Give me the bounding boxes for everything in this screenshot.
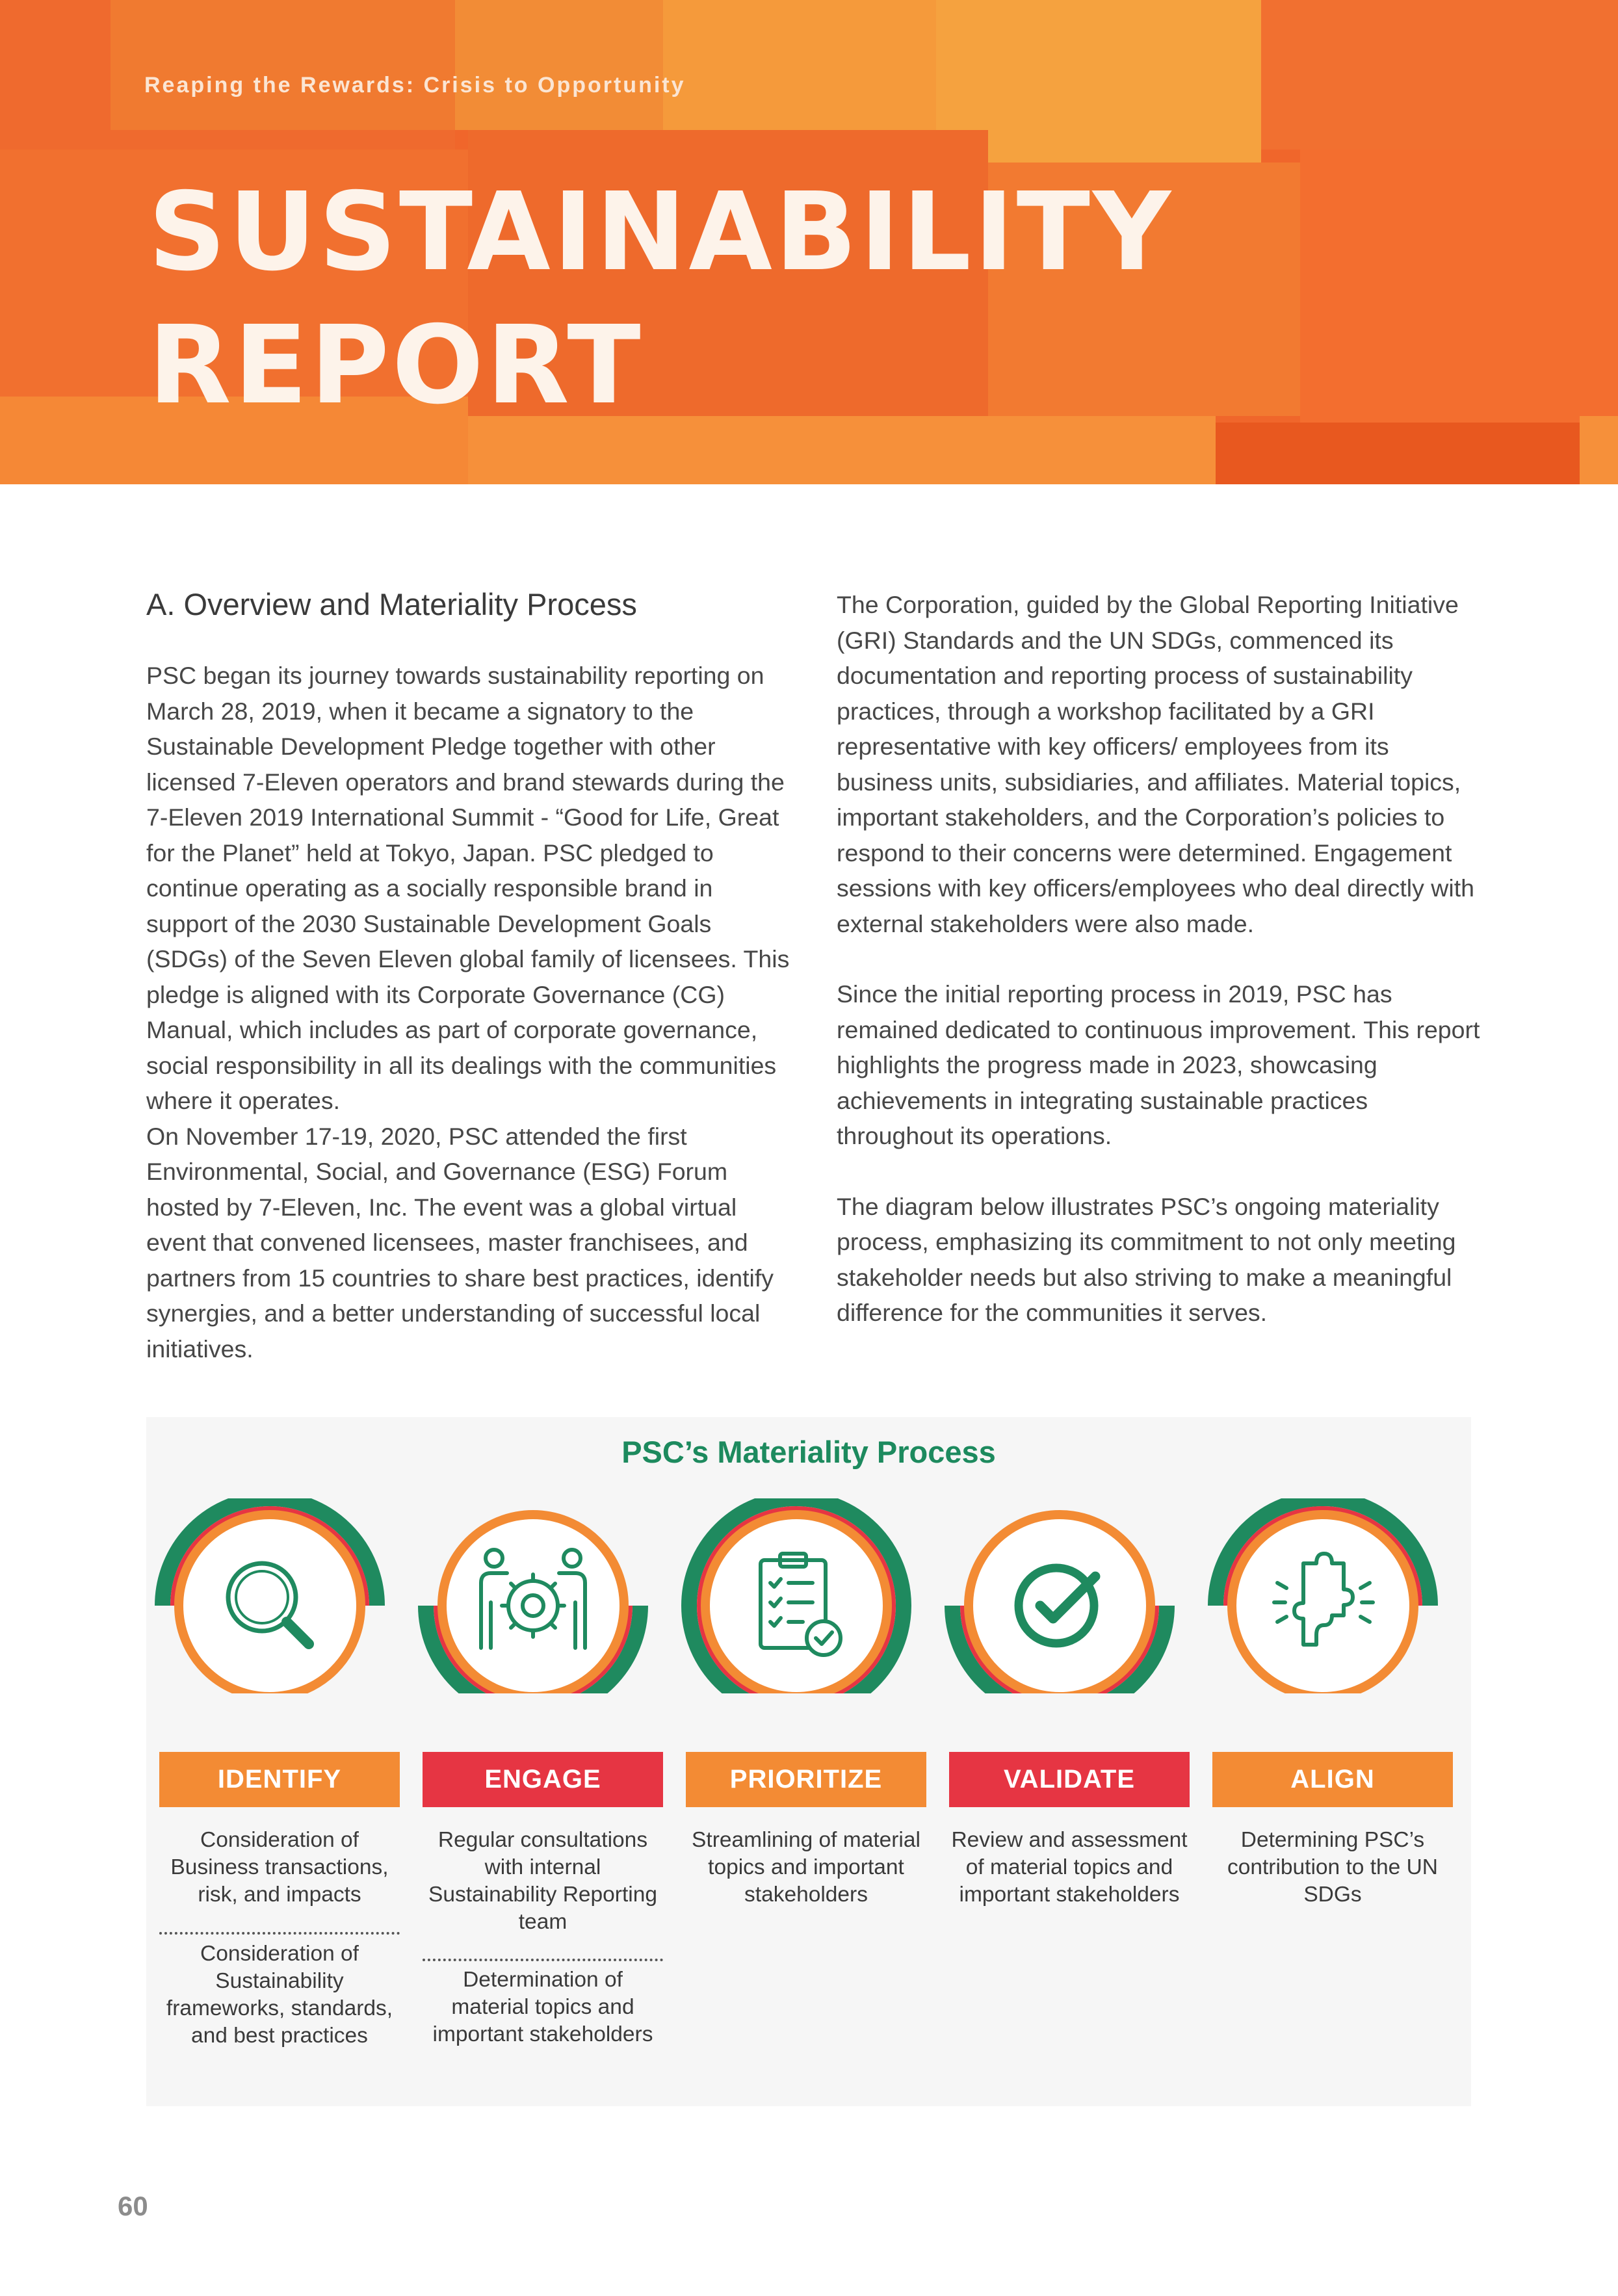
- dotted-divider: [159, 1932, 400, 1935]
- step-identify: [146, 1417, 393, 2106]
- step-description: Review and assessment of material topics and important stakeholders: [951, 1828, 1188, 1907]
- esg-forum-paragraph: On November 17-19, 2020, PSC attended the first Environmental, Social, and Governance (ESG) Forum hosted by 7-Eleven, Inc. The event was a global virtual event that convened licensees, master franchisees, and partners from 15 countries to share best practices, identify synergies, and a better understanding of successful local initiatives.: [146, 1122, 774, 1363]
- banner-block: [1261, 0, 1618, 150]
- report-title-line-1: SUSTAINABILITY: [148, 170, 1174, 295]
- banner-block: [1580, 416, 1618, 484]
- step-label: ENGAGE: [423, 1752, 663, 1807]
- banner-block: [1300, 150, 1618, 423]
- gri-paragraph: The Corporation, guided by the Global Reporting Initiative (GRI) Standards and the UN SDGs, commenced its documentation and reporting process of sustainability practices, through a workshop facilitated by a GRI representative with key officers/ employees from its business units, subsidiaries, and affiliates. Material topics, important stakeholders, and the Corporation’s policies to respond to their concerns were determined. Engagement sessions with key officers/employees who deal directly with external stakeholders were also made.: [837, 591, 1474, 937]
- step-prioritize: [673, 1417, 920, 2106]
- step-ring: [146, 1498, 393, 1693]
- section-heading: A. Overview and Materiality Process: [146, 587, 637, 621]
- banner-block: [1216, 423, 1580, 484]
- report-title: [148, 166, 1173, 432]
- step-description-secondary: Consideration of Sustainability frameworks, standards, and best practices: [166, 1942, 393, 2048]
- step-description-secondary: Determination of material topics and important stakeholders: [432, 1968, 653, 2046]
- right-column: [837, 587, 1487, 1366]
- step-ring: [936, 1498, 1183, 1693]
- materiality-diagram: [146, 1417, 1471, 2106]
- banner-block: [111, 0, 462, 130]
- dotted-divider: [423, 1959, 663, 1961]
- step-label: VALIDATE: [949, 1752, 1190, 1807]
- step-validate: [936, 1417, 1188, 2106]
- step-description: Consideration of Business transactions, risk, and impacts: [170, 1828, 389, 1907]
- step-ring: [1199, 1498, 1446, 1693]
- banner-block: [663, 0, 936, 130]
- report-title-line-2: REPORT: [148, 303, 644, 428]
- step-ring: [410, 1498, 657, 1693]
- step-label: ALIGN: [1212, 1752, 1453, 1807]
- report-kicker: Reaping the Rewards: Crisis to Opportunity: [144, 73, 686, 98]
- step-description: Regular consultations with internal Sustainability Reporting team: [428, 1828, 657, 1934]
- step-engage: [410, 1417, 657, 2106]
- step-ring: [673, 1498, 920, 1693]
- progress-paragraph: Since the initial reporting process in 2019, PSC has remained dedicated to continuous improvement. This report highlights the progress made in 2023, showcasing achievements in integrating sustainable practices throughout its operations.: [837, 980, 1480, 1149]
- header-banner: [0, 0, 1618, 484]
- overview-paragraph: PSC began its journey towards sustainability reporting on March 28, 2019, when it became a signatory to the Sustainable Development Pledge together with other licensed 7-Eleven operators and brand stewards during the 7-Eleven 2019 International Summit - “Good for Life, Great for the Planet” held at Tokyo, Japan. PSC pledged to continue operating as a socially responsible brand in support of the 2030 Sustainable Development Goals (SDGs) of the Seven Eleven global family of licensees. This pledge is aligned with its Corporate Governance (CG) Manual, which includes as part of corporate governance, social responsibility in all its dealings with the communities where it operates.: [146, 662, 790, 1114]
- left-column: [146, 585, 796, 1402]
- page-number: 60: [118, 2191, 148, 2221]
- step-align: [1199, 1417, 1446, 2106]
- diagram-title: PSC’s Materiality Process: [621, 1435, 996, 1469]
- step-description: Determining PSC’s contribution to the UN SDGs: [1227, 1828, 1438, 1907]
- diagram-intro-paragraph: The diagram below illustrates PSC’s ongoing materiality process, emphasizing its commitment to not only meeting stakeholder needs but also striving to make a meaningful difference for the communities it serves.: [837, 1192, 1456, 1326]
- step-label: PRIORITIZE: [686, 1752, 926, 1807]
- step-description: Streamlining of material topics and important stakeholders: [692, 1828, 920, 1907]
- step-label: IDENTIFY: [159, 1752, 400, 1807]
